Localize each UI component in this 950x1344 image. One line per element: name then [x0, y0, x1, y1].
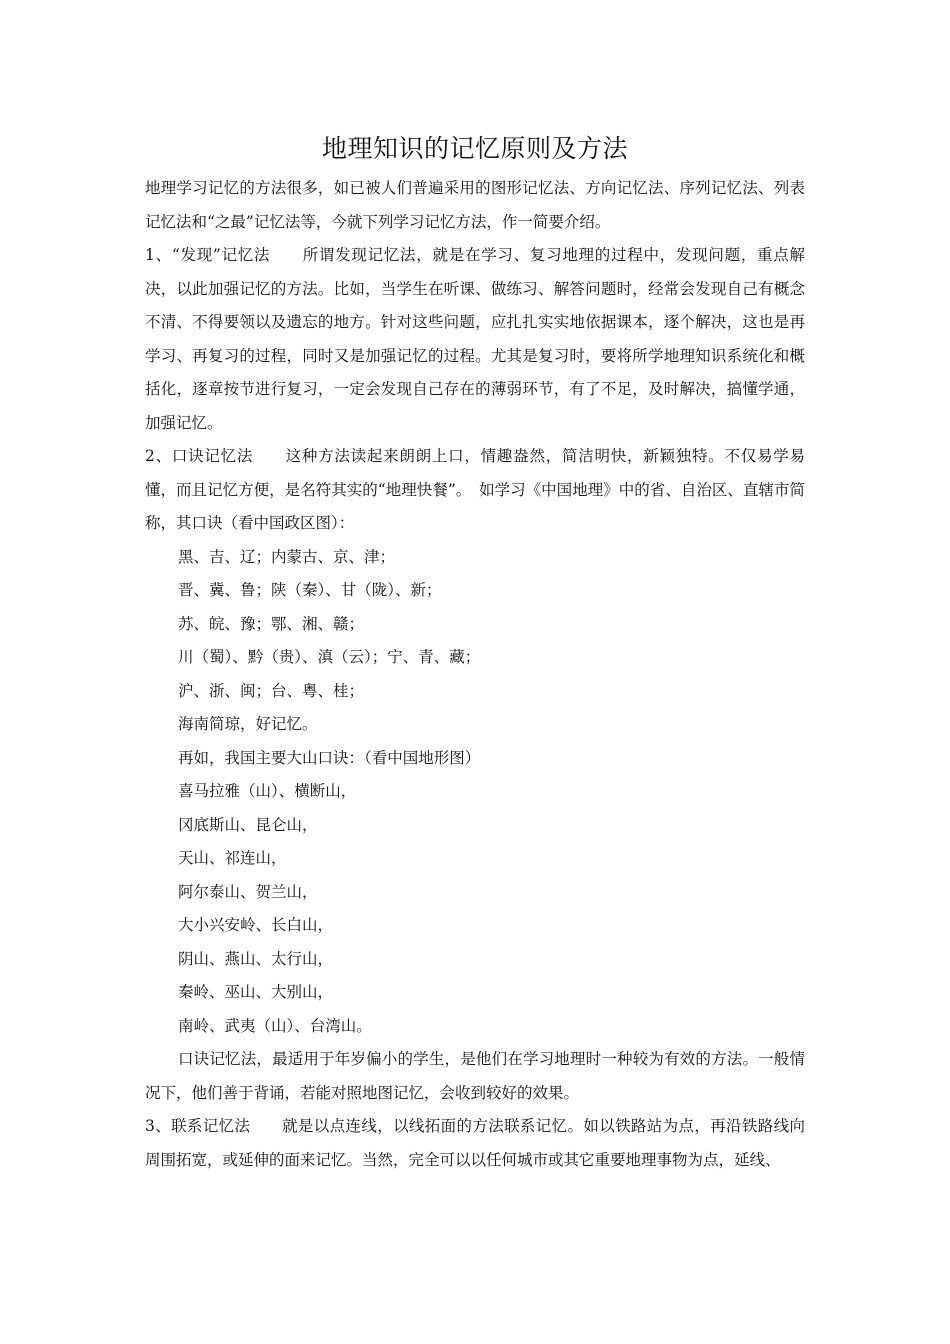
document-body — [145, 172, 805, 1177]
verse-line: 喜马拉雅（山）、横断山， — [178, 782, 357, 800]
verse-line: 晋、冀、鲁；陕（秦）、甘（陇）、新； — [178, 581, 442, 599]
intro-paragraph: 地理学习记忆的方法很多，如已被人们普遍采用的图形记忆法、方向记忆法、序列记忆法、列表记忆法和“之最”记忆法等，今就下列学习记忆方法，作一简要介绍。 — [145, 179, 805, 231]
province-mnemonic-list — [145, 541, 805, 742]
page-title: 地理知识的记忆原则及方法 — [321, 134, 628, 163]
mountain-mnemonic-list — [145, 775, 805, 1043]
section-1-paragraph: 1、“发现”记忆法 所谓发现记忆法，就是在学习、复习地理的过程中，发现问题，重点解决，以此加强记忆的方法。比如，当学生在听课、做练习、解答问题时，经常会发现自己有概念不清、不得要领以及遗忘的地方。针对这些问题，应扎扎实实地依据课本，逐个解决，这也是再学习、再复习的过程，同时又是加强记忆的过程。尤其是复习时，要将所学地理知识系统化和概括化，逐章按节进行复习，一定会发现自己存在的薄弱环节，有了不足，及时解决，搞懂学通，加强记忆。 — [145, 246, 805, 432]
verse-line: 南岭、武夷（山）、台湾山。 — [178, 1016, 372, 1035]
verse-line: 海南简琼，好记忆。 — [178, 715, 318, 733]
section-3-paragraph: 3、联系记忆法 就是以点连线，以线拓面的方法联系记忆。如以铁路站为点，再沿铁路线向周围拓宽，或延伸的面来记忆。当然，完全可以以任何城市或其它重要地理事物为点，延线、 — [145, 1117, 805, 1169]
verse-line: 大小兴安岭、长白山， — [178, 916, 334, 934]
verse-line: 苏、皖、豫；鄂、湘、赣； — [178, 614, 365, 633]
verse-line: 秦岭、巫山、大别山， — [178, 983, 334, 1001]
mountains-intro: 再如，我国主要大山口诀：（看中国地形图） — [178, 748, 481, 767]
verse-line: 阿尔泰山、贺兰山， — [178, 882, 318, 901]
verse-line: 沪、浙、闽；台、粤、桂； — [178, 681, 365, 700]
section-2-paragraph: 2、口诀记忆法 这种方法读起来朗朗上口，情趣盎然，简洁明快，新颖独特。不仅易学易懂，而且记忆方便，是名符其实的“地理快餐”。 如学习《中国地理》中的省、自治区、直辖市简称，其口诀（看中国政区图）： — [145, 447, 805, 532]
verse-line: 黑、吉、辽；内蒙古、京、津； — [178, 547, 396, 566]
verse-line: 阴山、燕山、太行山， — [178, 949, 334, 968]
summary-paragraph: 口诀记忆法，最适用于年岁偏小的学生，是他们在学习地理时一种较为有效的方法。一般情况下，他们善于背诵，若能对照地图记忆，会收到较好的效果。 — [145, 1050, 805, 1102]
verse-line: 川（蜀）、黔（贵）、滇（云）；宁、青、藏； — [178, 648, 481, 666]
verse-line: 冈底斯山、昆仑山， — [178, 815, 318, 834]
verse-line: 天山、祁连山， — [178, 849, 287, 867]
